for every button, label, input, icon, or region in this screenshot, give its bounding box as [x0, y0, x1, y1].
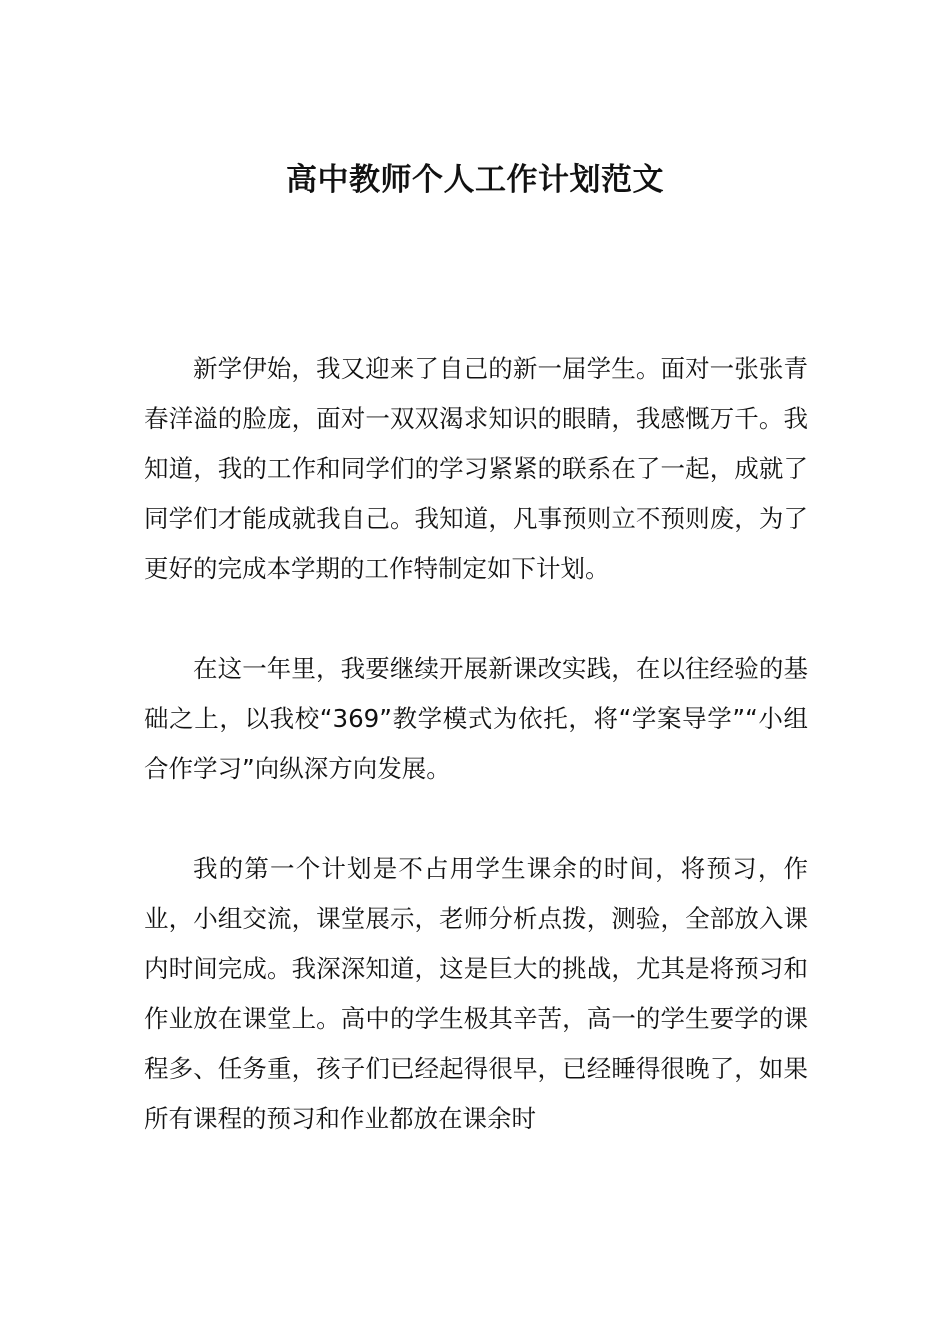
document-body — [144, 344, 808, 1194]
paragraph-2: 在这一年里，我要继续开展新课改实践，在以往经验的基础之上，以我校“369”教学模式为依托，将“学案导学”“小组合作学习”向纵深方向发展。 — [144, 654, 808, 783]
page-title: 高中教师个人工作计划范文 — [286, 162, 664, 198]
paragraph-3: 我的第一个计划是不占用学生课余的时间，将预习，作业，小组交流，课堂展示，老师分析点拨，测验，全部放入课内时间完成。我深深知道，这是巨大的挑战，尤其是将预习和作业放在课堂上。高中的学生极其辛苦，高一的学生要学的课程多、任务重，孩子们已经起得很早，已经睡得很晚了，如果所有课程的预习和作业都放在课余时 — [144, 854, 808, 1133]
paragraph-1: 新学伊始，我又迎来了自己的新一届学生。面对一张张青春洋溢的脸庞，面对一双双渴求知识的眼睛，我感慨万千。我知道，我的工作和同学们的学习紧紧的联系在了一起，成就了同学们才能成就我自己。我知道，凡事预则立不预则废，为了更好的完成本学期的工作特制定如下计划。 — [144, 354, 808, 583]
